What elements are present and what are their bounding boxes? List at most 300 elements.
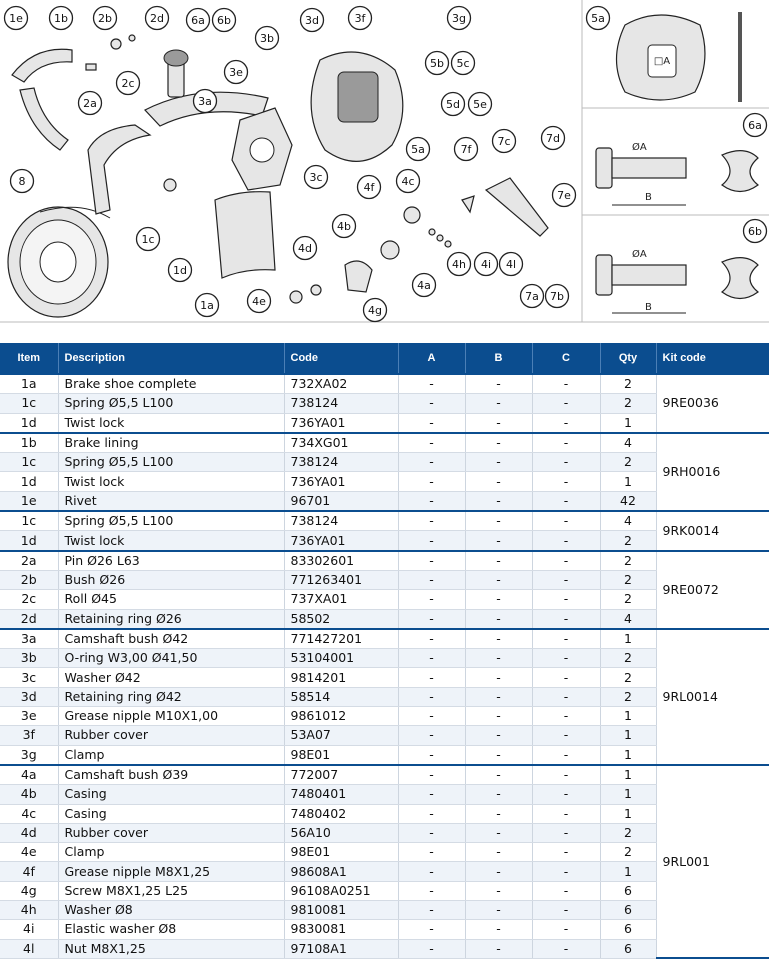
cell-code: 56A10 — [284, 823, 398, 842]
cell-description: Grease nipple M8X1,25 — [58, 862, 284, 881]
callout-label: 7b — [550, 290, 564, 303]
cell-code: 9810081 — [284, 901, 398, 920]
cell-qty: 2 — [600, 453, 656, 472]
exploded-parts-diagram — [0, 0, 769, 325]
cell-c: - — [532, 570, 600, 589]
callout-label: 1e — [9, 12, 23, 25]
table-row — [0, 413, 769, 433]
cell-b: - — [465, 745, 532, 765]
table-row — [0, 472, 769, 491]
cell-code: 771427201 — [284, 629, 398, 649]
cell-b: - — [465, 765, 532, 785]
table-row — [0, 609, 769, 629]
cell-qty: 1 — [600, 726, 656, 745]
table-row — [0, 745, 769, 765]
callout-label: 4h — [452, 258, 466, 271]
cell-item: 1c — [0, 511, 58, 531]
cell-c: - — [532, 687, 600, 706]
cell-a: - — [398, 881, 465, 900]
cell-qty: 2 — [600, 843, 656, 862]
callout-4d — [294, 237, 317, 260]
cell-c: - — [532, 551, 600, 571]
callout-4b — [333, 215, 356, 238]
callout-3b — [256, 27, 279, 50]
cell-item: 3b — [0, 649, 58, 668]
cell-code: 58514 — [284, 687, 398, 706]
table-row — [0, 785, 769, 804]
header-a: A — [398, 343, 465, 374]
cell-qty: 1 — [600, 472, 656, 491]
callout-label: 3f — [354, 12, 366, 25]
cell-item: 1b — [0, 433, 58, 453]
table-row — [0, 939, 769, 958]
cell-description: Spring Ø5,5 L100 — [58, 511, 284, 531]
cell-description: Clamp — [58, 843, 284, 862]
cell-b: - — [465, 785, 532, 804]
camshaft-part — [164, 50, 188, 97]
table-row — [0, 920, 769, 939]
cell-qty: 1 — [600, 413, 656, 433]
table-body — [0, 374, 769, 958]
cell-a: - — [398, 472, 465, 491]
callout-label: 2c — [121, 77, 135, 90]
cell-a: - — [398, 413, 465, 433]
header-kit-code: Kit code — [656, 343, 769, 374]
callout-1e — [5, 7, 28, 30]
callout-2d — [146, 7, 169, 30]
cell-c: - — [532, 881, 600, 900]
table-row — [0, 570, 769, 589]
cell-qty: 1 — [600, 785, 656, 804]
cell-code: 53A07 — [284, 726, 398, 745]
header-item: Item — [0, 343, 58, 374]
cell-item: 2a — [0, 551, 58, 571]
cell-description: Casing — [58, 785, 284, 804]
cell-kit-code: 9RH0016 — [656, 433, 769, 511]
table-row — [0, 394, 769, 413]
cell-code: 736YA01 — [284, 413, 398, 433]
cell-item: 2b — [0, 570, 58, 589]
cell-c: - — [532, 804, 600, 823]
cell-code: 53104001 — [284, 649, 398, 668]
callout-label: 8 — [18, 175, 26, 188]
callout-label: 3e — [229, 66, 243, 79]
parts-table-container — [0, 343, 769, 959]
cell-b: - — [465, 707, 532, 726]
square-a-label: □A — [653, 56, 671, 67]
header-qty: Qty — [600, 343, 656, 374]
cell-b: - — [465, 629, 532, 649]
callout-label: 4g — [368, 304, 382, 317]
cell-c: - — [532, 707, 600, 726]
cell-b: - — [465, 668, 532, 687]
callout-4f — [358, 176, 381, 199]
cell-item: 4b — [0, 785, 58, 804]
cell-description: Rubber cover — [58, 726, 284, 745]
cell-qty: 2 — [600, 394, 656, 413]
length-b-label-6a: B — [645, 192, 652, 203]
callout-7c — [493, 130, 516, 153]
cell-item: 4h — [0, 901, 58, 920]
cell-code: 58502 — [284, 609, 398, 629]
cell-a: - — [398, 939, 465, 958]
cell-qty: 4 — [600, 511, 656, 531]
cell-code: 96701 — [284, 491, 398, 511]
cell-item: 4e — [0, 843, 58, 862]
callout-label: 5b — [430, 57, 444, 70]
cell-a: - — [398, 649, 465, 668]
callout-label: 4i — [480, 258, 492, 271]
callout-2a — [79, 92, 102, 115]
cell-description: Spring Ø5,5 L100 — [58, 453, 284, 472]
callout-label: 7e — [557, 189, 571, 202]
cell-code: 772007 — [284, 765, 398, 785]
diameter-a-label-6b: ØA — [632, 249, 647, 260]
cell-b: - — [465, 453, 532, 472]
table-row — [0, 551, 769, 571]
cell-a: - — [398, 511, 465, 531]
callout-5a — [407, 138, 430, 161]
callout-label: 7c — [497, 135, 511, 148]
callout-label: 5a — [591, 12, 605, 25]
callout-6b — [213, 9, 236, 32]
callout-8 — [11, 170, 34, 193]
table-row — [0, 765, 769, 785]
callout-label: 4e — [252, 295, 266, 308]
callout-5d — [442, 93, 465, 116]
cell-description: Spring Ø5,5 L100 — [58, 394, 284, 413]
cell-item: 4c — [0, 804, 58, 823]
cell-b: - — [465, 726, 532, 745]
cell-a: - — [398, 823, 465, 842]
cell-c: - — [532, 609, 600, 629]
cell-c: - — [532, 862, 600, 881]
header-b: B — [465, 343, 532, 374]
callout-label: 4b — [337, 220, 351, 233]
cell-a: - — [398, 629, 465, 649]
callout-4l — [500, 253, 523, 276]
cell-b: - — [465, 881, 532, 900]
cell-b: - — [465, 413, 532, 433]
cell-item: 4d — [0, 823, 58, 842]
cell-code: 98E01 — [284, 745, 398, 765]
cell-a: - — [398, 843, 465, 862]
cell-description: Screw M8X1,25 L25 — [58, 881, 284, 900]
cell-code: 7480401 — [284, 785, 398, 804]
cell-c: - — [532, 726, 600, 745]
cell-item: 2d — [0, 609, 58, 629]
cell-code: 738124 — [284, 394, 398, 413]
cell-b: - — [465, 804, 532, 823]
cell-item: 3d — [0, 687, 58, 706]
callout-label: 4f — [363, 181, 375, 194]
callout-label: 6b — [217, 14, 231, 27]
cell-item: 1a — [0, 374, 58, 394]
cell-b: - — [465, 609, 532, 629]
callout-label: 1c — [141, 233, 155, 246]
table-row — [0, 590, 769, 609]
callout-label: 3d — [305, 14, 319, 27]
callout-label: 7f — [460, 143, 472, 156]
cell-a: - — [398, 920, 465, 939]
cell-c: - — [532, 843, 600, 862]
callout-label: 3g — [452, 12, 466, 25]
cell-b: - — [465, 823, 532, 842]
table-row — [0, 901, 769, 920]
cell-c: - — [532, 374, 600, 394]
backing-plate-part — [311, 52, 403, 161]
cell-description: Retaining ring Ø42 — [58, 687, 284, 706]
callout-label: 5c — [456, 57, 470, 70]
callout-label: 5a — [411, 143, 425, 156]
cell-c: - — [532, 590, 600, 609]
callout-6a — [744, 114, 767, 137]
cell-b: - — [465, 862, 532, 881]
callout-label: 2a — [83, 97, 97, 110]
cell-code: 96108A0251 — [284, 881, 398, 900]
cell-c: - — [532, 765, 600, 785]
cell-qty: 2 — [600, 570, 656, 589]
cell-qty: 1 — [600, 745, 656, 765]
cell-a: - — [398, 785, 465, 804]
length-b-label-6b: B — [645, 302, 652, 313]
table-header-row — [0, 343, 769, 374]
callout-1d — [169, 259, 192, 282]
table-row — [0, 629, 769, 649]
callout-label: 1b — [54, 12, 68, 25]
callout-label: 6b — [748, 225, 762, 238]
cell-description: Washer Ø42 — [58, 668, 284, 687]
cell-a: - — [398, 433, 465, 453]
cell-c: - — [532, 939, 600, 958]
table-row — [0, 881, 769, 900]
cell-code: 98E01 — [284, 843, 398, 862]
cell-qty: 2 — [600, 687, 656, 706]
cell-description: Roll Ø45 — [58, 590, 284, 609]
cell-item: 1d — [0, 472, 58, 491]
callout-5c — [452, 52, 475, 75]
cell-a: - — [398, 609, 465, 629]
cell-code: 7480402 — [284, 804, 398, 823]
table-row — [0, 804, 769, 823]
cell-c: - — [532, 433, 600, 453]
cell-a: - — [398, 570, 465, 589]
cell-b: - — [465, 472, 532, 491]
cell-code: 736YA01 — [284, 472, 398, 491]
cell-a: - — [398, 668, 465, 687]
cell-c: - — [532, 785, 600, 804]
callout-label: 3a — [198, 95, 212, 108]
callout-4e — [248, 290, 271, 313]
callout-7e — [553, 184, 576, 207]
callout-label: 2b — [98, 12, 112, 25]
callout-label: 3c — [309, 171, 323, 184]
cell-a: - — [398, 901, 465, 920]
cell-a: - — [398, 374, 465, 394]
cell-code: 83302601 — [284, 551, 398, 571]
cell-c: - — [532, 491, 600, 511]
cell-b: - — [465, 920, 532, 939]
cell-b: - — [465, 649, 532, 668]
callout-label: 7d — [546, 132, 560, 145]
cell-c: - — [532, 649, 600, 668]
cell-item: 1d — [0, 531, 58, 551]
cell-a: - — [398, 745, 465, 765]
callout-label: 3b — [260, 32, 274, 45]
cell-a: - — [398, 862, 465, 881]
cell-qty: 2 — [600, 649, 656, 668]
cell-qty: 2 — [600, 590, 656, 609]
cell-a: - — [398, 491, 465, 511]
callout-7d — [542, 127, 565, 150]
callout-label: 2d — [150, 12, 164, 25]
cell-a: - — [398, 590, 465, 609]
cell-description: Pin Ø26 L63 — [58, 551, 284, 571]
cell-description: Nut M8X1,25 — [58, 939, 284, 958]
cell-item: 3g — [0, 745, 58, 765]
callout-5a — [587, 7, 610, 30]
cell-item: 3e — [0, 707, 58, 726]
callout-6a — [187, 9, 210, 32]
cell-c: - — [532, 413, 600, 433]
cell-description: Bush Ø26 — [58, 570, 284, 589]
cell-item: 3f — [0, 726, 58, 745]
cell-code: 9814201 — [284, 668, 398, 687]
cell-qty: 1 — [600, 862, 656, 881]
cell-item: 1d — [0, 413, 58, 433]
cell-c: - — [532, 453, 600, 472]
cell-a: - — [398, 551, 465, 571]
cell-a: - — [398, 453, 465, 472]
callout-4i — [475, 253, 498, 276]
cell-description: Twist lock — [58, 413, 284, 433]
cell-a: - — [398, 531, 465, 551]
cell-item: 4g — [0, 881, 58, 900]
cell-qty: 4 — [600, 609, 656, 629]
cell-qty: 1 — [600, 804, 656, 823]
cell-item: 4l — [0, 939, 58, 958]
cell-qty: 2 — [600, 531, 656, 551]
callout-7a — [521, 285, 544, 308]
cell-code: 737XA01 — [284, 590, 398, 609]
callout-label: 4d — [298, 242, 312, 255]
cell-description: Elastic washer Ø8 — [58, 920, 284, 939]
table-row — [0, 511, 769, 531]
cell-description: Casing — [58, 804, 284, 823]
cell-c: - — [532, 920, 600, 939]
callout-5e — [469, 93, 492, 116]
cell-a: - — [398, 804, 465, 823]
cell-description: Rubber cover — [58, 823, 284, 842]
parts-table — [0, 343, 769, 959]
cell-b: - — [465, 939, 532, 958]
cell-c: - — [532, 823, 600, 842]
cell-qty: 1 — [600, 629, 656, 649]
callout-5b — [426, 52, 449, 75]
table-row — [0, 707, 769, 726]
callout-3c — [305, 166, 328, 189]
callout-7f — [455, 138, 478, 161]
cell-b: - — [465, 531, 532, 551]
cell-b: - — [465, 570, 532, 589]
callout-1a — [196, 294, 219, 317]
cell-item: 1c — [0, 394, 58, 413]
cell-description: Twist lock — [58, 472, 284, 491]
callout-3g — [448, 7, 471, 30]
cell-qty: 2 — [600, 823, 656, 842]
cell-c: - — [532, 901, 600, 920]
cell-item: 2c — [0, 590, 58, 609]
table-row — [0, 374, 769, 394]
callout-label: 6a — [191, 14, 205, 27]
cell-kit-code: 9RE0072 — [656, 551, 769, 629]
diameter-a-label-6a: ØA — [632, 142, 647, 153]
cell-qty: 1 — [600, 765, 656, 785]
cell-a: - — [398, 726, 465, 745]
callout-label: 4c — [401, 175, 415, 188]
callout-2c — [117, 72, 140, 95]
callout-label: 7a — [525, 290, 539, 303]
cell-code: 738124 — [284, 511, 398, 531]
cell-b: - — [465, 843, 532, 862]
cell-b: - — [465, 590, 532, 609]
callout-label: 4l — [505, 258, 517, 271]
cell-c: - — [532, 394, 600, 413]
cell-qty: 6 — [600, 881, 656, 900]
cell-b: - — [465, 551, 532, 571]
cell-qty: 6 — [600, 920, 656, 939]
cell-description: Grease nipple M10X1,00 — [58, 707, 284, 726]
cell-qty: 2 — [600, 374, 656, 394]
callout-3a — [194, 90, 217, 113]
cell-kit-code: 9RL0014 — [656, 629, 769, 765]
cell-description: O-ring W3,00 Ø41,50 — [58, 649, 284, 668]
table-row — [0, 726, 769, 745]
header-code: Code — [284, 343, 398, 374]
cell-qty: 4 — [600, 433, 656, 453]
cell-description: Retaining ring Ø26 — [58, 609, 284, 629]
cell-code: 736YA01 — [284, 531, 398, 551]
callout-label: 1a — [200, 299, 214, 312]
callout-4c — [397, 170, 420, 193]
cell-description: Washer Ø8 — [58, 901, 284, 920]
callout-label: 4a — [417, 279, 431, 292]
cell-code: 771263401 — [284, 570, 398, 589]
cell-kit-code: 9RL001 — [656, 765, 769, 958]
cell-kit-code: 9RK0014 — [656, 511, 769, 551]
cell-c: - — [532, 531, 600, 551]
cell-kit-code: 9RE0036 — [656, 374, 769, 433]
table-row — [0, 687, 769, 706]
cell-qty: 1 — [600, 707, 656, 726]
table-row — [0, 649, 769, 668]
cell-qty: 6 — [600, 939, 656, 958]
cell-description: Camshaft bush Ø39 — [58, 765, 284, 785]
table-row — [0, 453, 769, 472]
cell-item: 3c — [0, 668, 58, 687]
callout-label: 5e — [473, 98, 487, 111]
cell-c: - — [532, 629, 600, 649]
cell-item: 1e — [0, 491, 58, 511]
cell-code: 98608A1 — [284, 862, 398, 881]
cell-description: Camshaft bush Ø42 — [58, 629, 284, 649]
cell-c: - — [532, 668, 600, 687]
cell-item: 3a — [0, 629, 58, 649]
cell-qty: 2 — [600, 668, 656, 687]
cell-qty: 6 — [600, 901, 656, 920]
cell-b: - — [465, 394, 532, 413]
cell-description: Clamp — [58, 745, 284, 765]
